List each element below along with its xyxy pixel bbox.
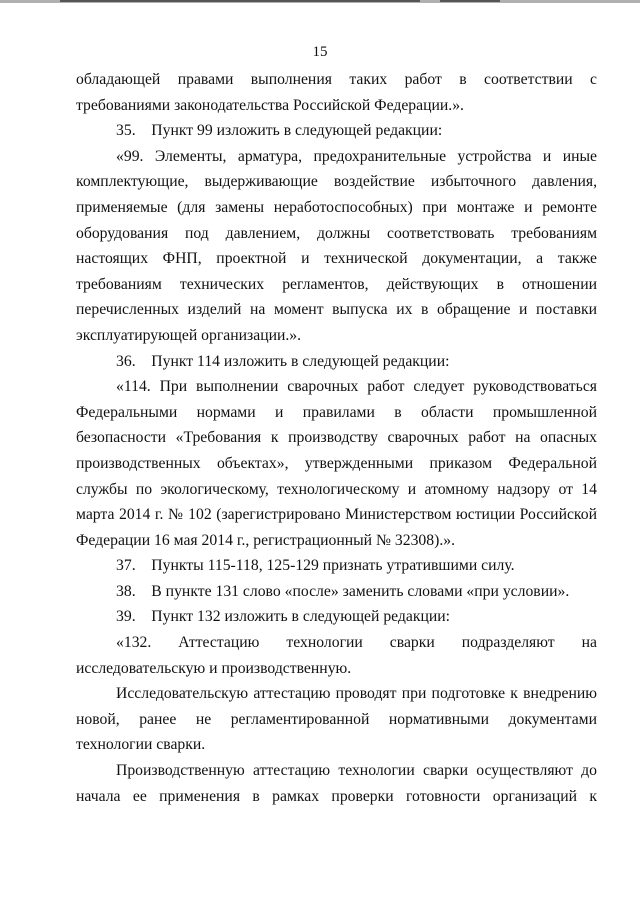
page-number: 15 [312,44,328,60]
item-37: 37. Пункты 115-118, 125-129 признать утратившими силу. [116,557,515,575]
document-body [76,67,597,809]
production-attestation-text: Производственную аттестацию технологии сварки осуществляют до начала ее применения в рамках проверки готовности организаций к [76,762,597,805]
item-35: 35. Пункт 99 изложить в следующей редакции: [116,122,443,140]
item-36: 36. Пункт 114 изложить в следующей редакции: [116,352,450,370]
scan-edge-mark [60,0,420,2]
item-39: 39. Пункт 132 изложить в следующей редакции: [116,608,451,626]
clause-99-text: «99. Элементы, арматура, предохранительные устройства и иные комплектующие, выдерживающие воздействие избыточного давления, применяемые (для замены неработоспособных) при монтаже и ремонте оборудования под давлением, должны соответствовать требованиям настоящих ФНП, проектной и технической документации, а также требованиям технических регламентов, действующих в отношении перечисленных изделий на момент выпуска их в обращение и поставки эксплуатирующей организации.». [76,147,597,344]
clause-132-text: «132. Аттестацию технологии сварки подразделяют на исследовательскую и производственную. [76,634,597,677]
paragraph-continuation: обладающей правами выполнения таких работ в соответствии с требованиями законодательства Российской Федерации.». [76,71,597,114]
scan-edge-mark [440,0,500,2]
clause-114-text: «114. При выполнении сварочных работ следует руководствоваться Федеральными нормами и правилами в области промышленной безопасности «Требования к производству сварочных работ на опасных производственных объектах», утвержденными приказом Федеральной службы по экологическому, технологическому и атомному надзору от 14 марта 2014 г. № 102 (зарегистрировано Министерством юстиции Российской Федерации 16 мая 2014 г., регистрационный № 32308).». [76,378,597,549]
item-38: 38. В пункте 131 слово «после» заменить словами «при условии». [116,582,570,600]
research-attestation-text: Исследовательскую аттестацию проводят при подготовке к внедрению новой, ранее не регламентированной нормативными документами технологии сварки. [76,685,597,754]
